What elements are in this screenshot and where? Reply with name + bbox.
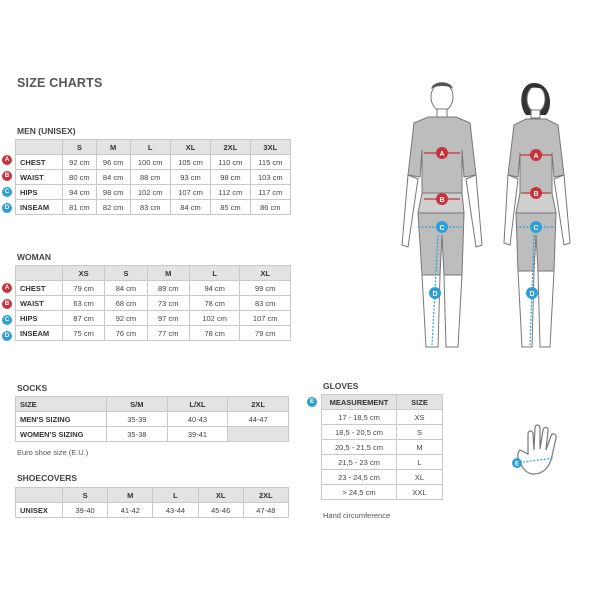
table-cell: 97 cm [147,311,189,326]
table-header-blank [16,140,63,155]
table-header-cell: SIZE [397,395,443,410]
body-figures-illustration [380,75,600,375]
table-row [322,440,443,455]
woman-marker-a-label: A [533,153,539,160]
socks-size-table [15,396,289,442]
table-cell: 100 cm [130,155,170,170]
table-cell: 115 cm [250,155,290,170]
shoecovers-size-table [15,487,289,518]
man-marker-a-label: A [439,151,445,158]
man-marker-c-label: C [439,225,445,232]
woman-section-title: WOMAN [17,252,51,262]
table-cell: 83 cm [240,296,291,311]
table-cell: 84 cm [105,281,147,296]
table-header-cell: L/XL [167,397,228,412]
row-label: WOMEN'S SIZING [16,427,107,442]
table-row [16,281,291,296]
table-cell: 88 cm [130,170,170,185]
table-header-cell: L [130,140,170,155]
table-header-cell: 2XL [228,397,289,412]
table-cell: XL [397,470,443,485]
table-cell: 39-40 [63,503,108,518]
table-cell: 107 cm [170,185,210,200]
table-cell: 112 cm [211,185,250,200]
table-cell: 83 cm [130,200,170,215]
table-cell: 102 cm [130,185,170,200]
table-row [16,427,289,442]
woman-figure [504,83,570,347]
gloves-size-table [321,394,443,500]
row-label: HIPS [16,311,63,326]
table-cell: 107 cm [240,311,291,326]
table-header-cell: S/M [107,397,168,412]
table-cell: 98 cm [96,185,130,200]
socks-note: Euro shoe size (E.U.) [17,448,89,457]
table-cell: 68 cm [105,296,147,311]
men-section-title: MEN (UNISEX) [17,126,76,136]
table-cell: 78 cm [189,326,240,341]
row-label: MEN'S SIZING [16,412,107,427]
table-cell [228,427,289,442]
table-header-cell: 2XL [243,488,288,503]
table-cell: 18,5 - 20,5 cm [322,425,397,440]
table-header-cell: XS [63,266,105,281]
table-cell: 94 cm [63,185,97,200]
table-header-cell: 3XL [250,140,290,155]
table-row [322,485,443,500]
marker-e-label: E [514,460,520,468]
row-label: CHEST [16,155,63,170]
table-cell: 89 cm [147,281,189,296]
table-cell: 35-38 [107,427,168,442]
table-header-cell: S [105,266,147,281]
table-row [322,455,443,470]
marker-a-icon: A [2,283,12,293]
table-row [16,296,291,311]
table-row [16,311,291,326]
table-cell: 82 cm [96,200,130,215]
table-cell: 76 cm [105,326,147,341]
table-cell: 87 cm [63,311,105,326]
table-row [322,410,443,425]
table-header-cell: XL [170,140,210,155]
table-cell: 73 cm [147,296,189,311]
table-cell: 84 cm [170,200,210,215]
table-header-cell: M [96,140,130,155]
table-cell: 94 cm [189,281,240,296]
table-cell: 40-43 [167,412,228,427]
table-row [16,503,289,518]
hand-illustration [508,420,588,480]
row-label: HIPS [16,185,63,200]
marker-b-icon: B [2,171,12,181]
table-cell: 92 cm [105,311,147,326]
table-cell: XXL [397,485,443,500]
table-cell: 93 cm [170,170,210,185]
table-row [16,412,289,427]
table-row [16,200,291,215]
marker-e-icon: E [307,397,317,407]
table-row [16,185,291,200]
table-cell: 86 cm [250,200,290,215]
men-size-table [15,139,291,215]
table-cell: 45-46 [198,503,243,518]
table-cell: 43-44 [153,503,198,518]
table-cell: 47-48 [243,503,288,518]
table-header-cell: S [63,140,97,155]
table-cell: 81 cm [63,200,97,215]
table-cell: 21,5 - 23 cm [322,455,397,470]
row-label: INSEAM [16,200,63,215]
man-marker-b-label: B [439,197,445,204]
table-row [322,470,443,485]
table-header-row [322,395,443,410]
table-cell: 77 cm [147,326,189,341]
gloves-section-title: GLOVES [323,381,359,391]
table-cell: 80 cm [63,170,97,185]
row-label: CHEST [16,281,63,296]
table-cell: 110 cm [211,155,250,170]
table-cell: 117 cm [250,185,290,200]
table-header-row [16,266,291,281]
table-cell: XS [397,410,443,425]
marker-d-icon: D [2,203,12,213]
table-header-row [16,140,291,155]
table-cell: 98 cm [211,170,250,185]
marker-c-icon: C [2,315,12,325]
woman-marker-c-label: C [533,225,539,232]
table-cell: 78 cm [189,296,240,311]
man-figure [402,82,482,347]
table-header-cell: MEASUREMENT [322,395,397,410]
table-header-row [16,397,289,412]
table-cell: 39-41 [167,427,228,442]
shoecovers-section-title: SHOECOVERS [17,473,77,483]
table-cell: 41-42 [108,503,153,518]
table-row [322,425,443,440]
table-cell: > 24,5 cm [322,485,397,500]
row-label: WAIST [16,170,63,185]
table-header-cell: L [153,488,198,503]
table-cell: 17 - 18,5 cm [322,410,397,425]
row-label: INSEAM [16,326,63,341]
table-cell: M [397,440,443,455]
woman-size-table [15,265,291,341]
table-row [16,326,291,341]
table-header-cell: M [147,266,189,281]
table-cell: 105 cm [170,155,210,170]
table-cell: 96 cm [96,155,130,170]
table-cell: 79 cm [63,281,105,296]
man-marker-d-label: D [432,291,438,298]
marker-a-icon: A [2,155,12,165]
gloves-note: Hand circumference [323,511,391,520]
table-header-cell: XL [198,488,243,503]
table-cell: 63 cm [63,296,105,311]
socks-section-title: SOCKS [17,383,48,393]
table-header-cell: XL [240,266,291,281]
table-cell: 84 cm [96,170,130,185]
table-cell: 102 cm [189,311,240,326]
table-cell: 23 - 24,5 cm [322,470,397,485]
table-header-blank [16,488,63,503]
table-header-cell: SIZE [16,397,107,412]
table-cell: S [397,425,443,440]
table-header-row [16,488,289,503]
table-cell: 85 cm [211,200,250,215]
woman-marker-b-label: B [533,191,539,198]
table-cell: 99 cm [240,281,291,296]
page-title: SIZE CHARTS [17,76,103,90]
marker-c-icon: C [2,187,12,197]
marker-b-icon: B [2,299,12,309]
table-header-cell: S [63,488,108,503]
table-header-cell: 2XL [211,140,250,155]
row-label: UNISEX [16,503,63,518]
table-row [16,155,291,170]
table-cell: 103 cm [250,170,290,185]
table-header-blank [16,266,63,281]
table-cell: 75 cm [63,326,105,341]
table-header-cell: L [189,266,240,281]
row-label: WAIST [16,296,63,311]
table-cell: 79 cm [240,326,291,341]
marker-d-icon: D [2,331,12,341]
table-cell: 44-47 [228,412,289,427]
table-cell: 20,5 - 21,5 cm [322,440,397,455]
table-cell: 92 cm [63,155,97,170]
table-header-cell: M [108,488,153,503]
woman-marker-d-label: D [529,291,535,298]
table-cell: L [397,455,443,470]
table-cell: 35-39 [107,412,168,427]
table-row [16,170,291,185]
